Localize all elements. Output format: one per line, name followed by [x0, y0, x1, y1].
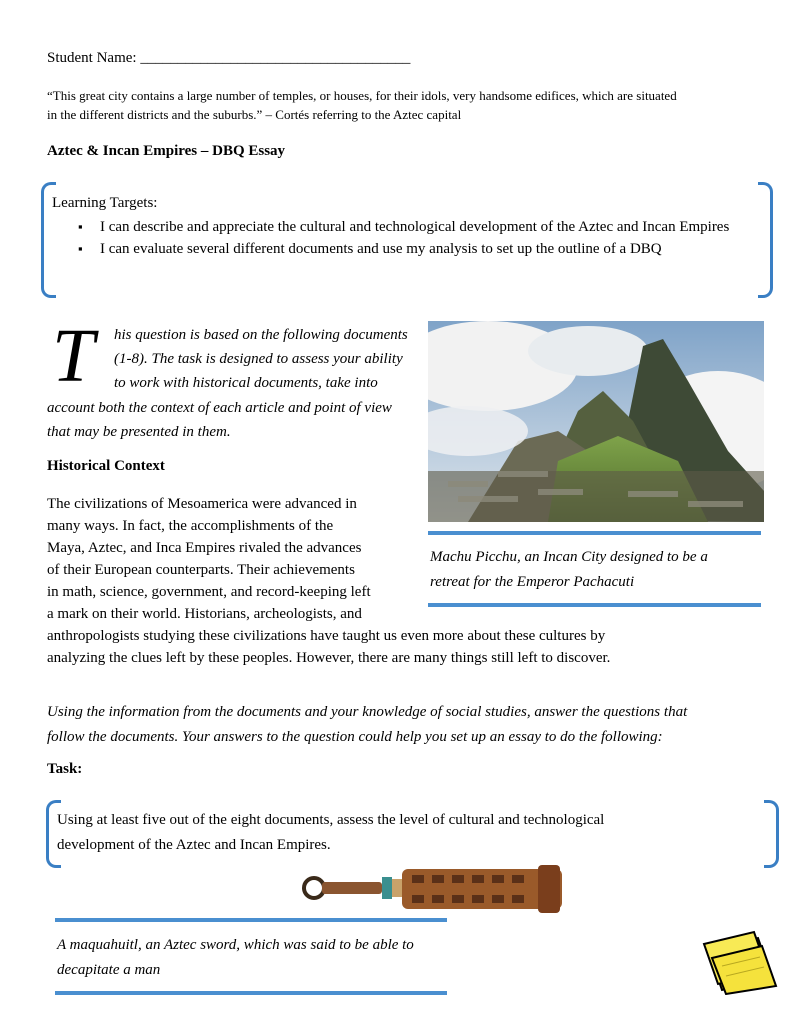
- sword-caption-rule-top: [55, 918, 447, 922]
- intro-text-continued: [47, 396, 392, 444]
- instructions: [47, 700, 767, 750]
- context-line: many ways. In fact, the accomplishments of the: [47, 518, 334, 534]
- instructions-line: follow the documents. Your answers to the question could help you set up an essay to do the following:: [47, 729, 663, 745]
- learning-target-item: ▪ I can evaluate several different documents and use my analysis to set up the outline of a DBQ: [74, 238, 762, 260]
- task-right-bracket: [764, 800, 779, 868]
- caption-line: decapitate a man: [57, 962, 161, 978]
- sword-caption: [57, 933, 414, 983]
- caption-line: Machu Picchu, an Incan City designed to be a: [430, 549, 708, 565]
- context-line: a mark on their world. Historians, archeologists, and: [47, 606, 362, 622]
- quote-line: in the different districts and the suburbs.” – Cortés referring to the Aztec capital: [47, 107, 462, 122]
- intro-text: [114, 323, 408, 395]
- context-line: Maya, Aztec, and Inca Empires rivaled the advances: [47, 540, 362, 556]
- drop-cap: T: [52, 314, 95, 398]
- task-text: [57, 808, 757, 858]
- context-line: of their European counterparts. Their achievements: [47, 562, 355, 578]
- intro-line: to work with historical documents, take into: [114, 375, 378, 391]
- sword-caption-rule-bottom: [55, 991, 447, 995]
- caption-line: retreat for the Emperor Pachacuti: [430, 574, 635, 590]
- learning-target-item: ▪ I can describe and appreciate the cultural and technological development of the Aztec and Incan Empires: [74, 216, 762, 238]
- intro-line: that may be presented in them.: [47, 424, 231, 440]
- historical-context-heading: Historical Context: [47, 458, 165, 474]
- context-line: analyzing the clues left by these peoples. However, there are many things still left to discover.: [47, 650, 611, 666]
- task-line: Using at least five out of the eight documents, assess the level of cultural and technological: [57, 812, 605, 828]
- maquahuitl-image: [298, 855, 566, 927]
- task-line: development of the Aztec and Incan Empires.: [57, 837, 331, 853]
- intro-line: account both the context of each article and point of view: [47, 400, 392, 416]
- intro-line: (1-8). The task is designed to assess your ability: [114, 351, 403, 367]
- context-line: The civilizations of Mesoamerica were advanced in: [47, 496, 357, 512]
- student-name-label: Student Name: ____________________________________: [47, 50, 411, 66]
- instructions-line: Using the information from the documents and your knowledge of social studies, answer the questions that: [47, 704, 688, 720]
- machu-picchu-illustration: [428, 321, 764, 522]
- learning-targets: [52, 195, 762, 260]
- machu-picchu-photo: [428, 321, 764, 522]
- task-heading: Task:: [47, 761, 83, 777]
- context-line: anthropologists studying these civilizations have taught us even more about these cultures by: [47, 628, 606, 644]
- maquahuitl-illustration: [298, 855, 566, 927]
- quote-line: “This great city contains a large number of temples, or houses, for their idols, very handsome edifices, which are situated: [47, 88, 677, 103]
- sticky-notes-drawing: [700, 930, 780, 995]
- cortes-quote: [47, 86, 767, 124]
- intro-line: his question is based on the following documents: [114, 327, 408, 343]
- document-title: Aztec & Incan Empires – DBQ Essay: [47, 143, 286, 159]
- historical-context-body: [47, 493, 767, 669]
- context-line: in math, science, government, and record-keeping left: [47, 584, 371, 600]
- sticky-notes-icon: [700, 930, 780, 995]
- caption-line: A maquahuitl, an Aztec sword, which was said to be able to: [57, 937, 414, 953]
- learning-targets-heading: Learning Targets:: [52, 195, 158, 211]
